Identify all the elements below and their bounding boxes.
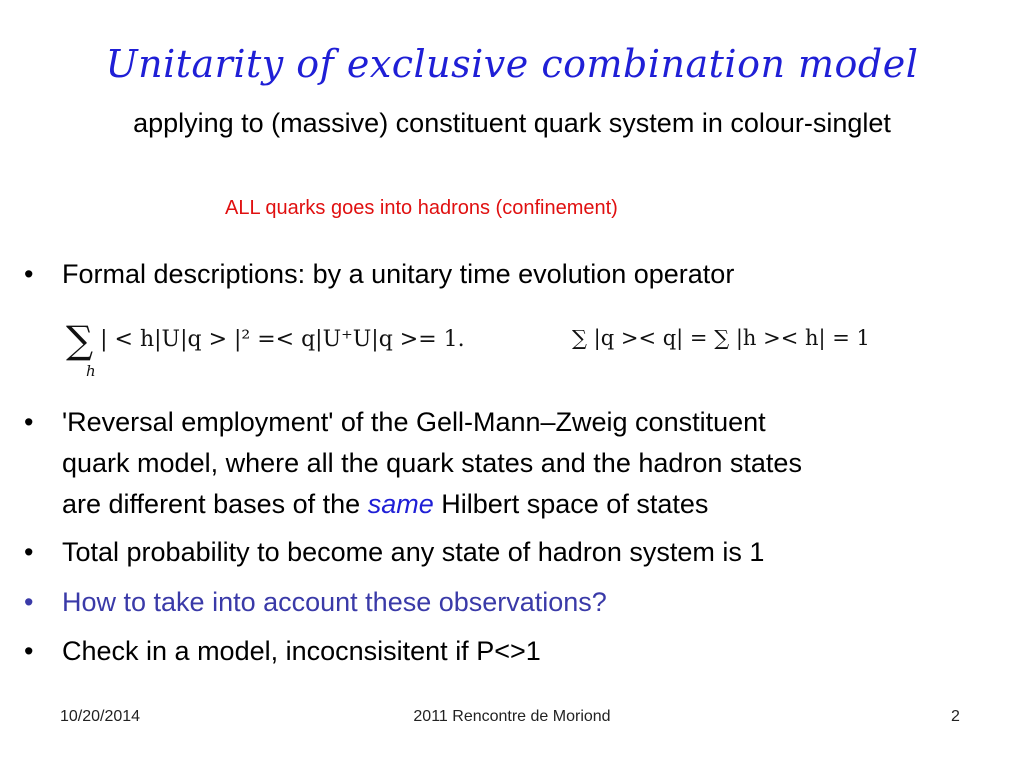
emphasis-same: same: [367, 489, 434, 519]
bullet-text: Total probability to become any state of hadron system is 1: [62, 537, 765, 567]
bullet-text-line3: [62, 486, 708, 523]
slide-subtitle: applying to (massive) constituent quark system in colour-singlet: [133, 108, 891, 138]
unitarity-equation: [66, 318, 465, 380]
bullet-text: How to take into account these observations?: [62, 587, 607, 617]
bullet-symbol: •: [24, 587, 34, 617]
confinement-note: ALL quarks goes into hadrons (confinement): [225, 197, 618, 219]
bullet-text-line1: 'Reversal employment' of the Gell-Mann–Zweig constituent: [62, 407, 766, 437]
line3-post: Hilbert space of states: [433, 489, 709, 519]
bullet-text: Check in a model, incocnsisitent if P<>1: [62, 636, 541, 666]
sum-subscript: h: [86, 362, 96, 380]
sum-symbol: ∑: [66, 318, 94, 362]
bullet-symbol: •: [24, 407, 34, 437]
footer-event: 2011 Rencontre de Moriond: [413, 708, 611, 725]
bullet-text: Formal descriptions: by a unitary time evolution operator: [62, 259, 735, 289]
slide-title: Unitarity of exclusive combination model: [105, 42, 919, 86]
equation-body: | < h|U|q > |² =< q|U⁺U|q >= 1.: [100, 327, 465, 352]
bullet-symbol: •: [24, 259, 34, 289]
bullet-symbol: •: [24, 636, 34, 666]
line3-pre: are different bases of the: [62, 489, 368, 519]
bullet-symbol: •: [24, 537, 34, 567]
footer-date: 10/20/2014: [60, 708, 141, 725]
bullet-text-line2: quark model, where all the quark states and the hadron states: [62, 448, 802, 478]
completeness-equation: ∑ |q >< q| = ∑ |h >< h| = 1: [572, 326, 870, 350]
footer-page-number: 2: [951, 708, 960, 725]
